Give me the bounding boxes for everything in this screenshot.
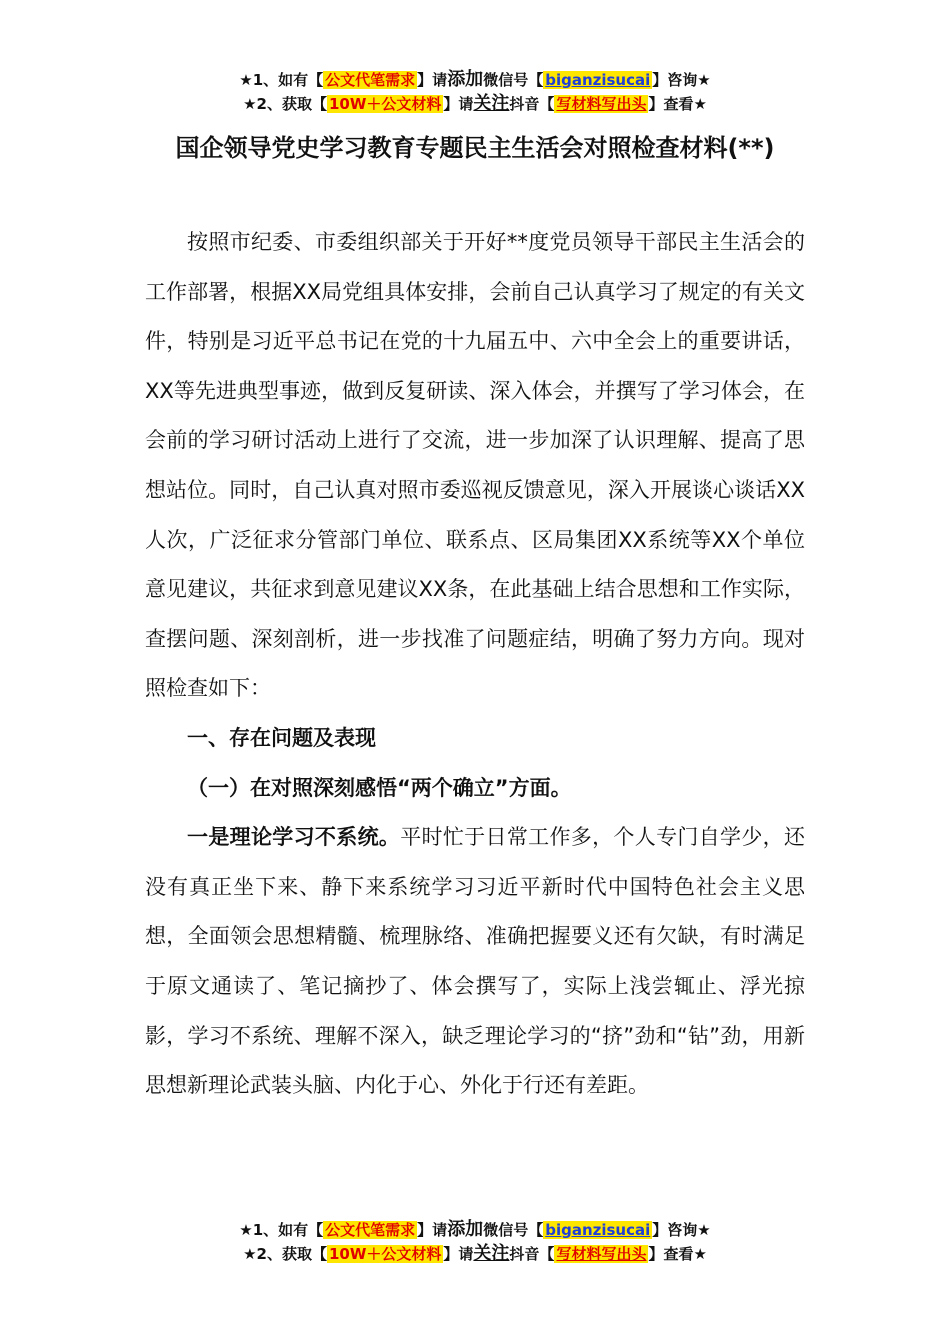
ad-text: 抖音【: [509, 1245, 555, 1263]
intro-paragraph: 按照市纪委、市委组织部关于开好**度党员领导干部民主生活会的工作部署，根据XX局党组具体安排，会前自己认真学习了规定的有关文件，特别是习近平总书记在党的十九届五中、六中全会上的重要讲话，XX等先进典型事迹，做到反复研读、深入体会，并撰写了学习体会，在会前的学习研讨活动上进行了交流，进一步加深了认识理解、提高了思想站位。同时，自己认真对照市委巡视反馈意见，深入开展谈心谈话XX人次，广泛征求分管部门单位、联系点、区局集团XX系统等XX个单位意见建议，共征求到意见建议XX条，在此基础上结合思想和工作实际，查摆问题、深刻剖析，进一步找准了问题症结，明确了努力方向。现对照检查如下：: [145, 230, 805, 701]
point-body: 平时忙于日常工作多，个人专门自学少，还没有真正坐下来、静下来系统学习习近平新时代中国特色社会主义思想，全面领会思想精髓、梳理脉络、准确把握要义还有欠缺，有时满足于原文通读了、笔记摘抄了、体会撰写了，实际上浅尝辄止、浮光掠影，学习不系统、理解不深入，缺乏理论学习的“挤”劲和“钻”劲，用新思想新理论武装头脑、内化于心、外化于行还有差距。: [145, 825, 806, 1098]
ad-text: 】请: [443, 95, 474, 113]
ad-wechat-id: biganzisucai: [545, 71, 651, 89]
point-paragraph: [145, 813, 805, 1111]
ad-text: 】咨询★: [652, 1221, 711, 1239]
section-heading: 一、存在问题及表现: [187, 725, 376, 750]
ad-text: 】查看★: [648, 1245, 707, 1263]
ad-text: ★2、获取【: [243, 1245, 327, 1263]
ad-text: ★1、如有【: [239, 1221, 324, 1239]
ad-wechat-id: biganzisucai: [545, 1221, 651, 1239]
ad-text: 微信号【: [483, 71, 544, 89]
ad-emphasis: 添加: [447, 1219, 484, 1240]
ad-highlight-service: 公文代笔需求: [325, 71, 416, 89]
ad-emphasis: 关注: [473, 93, 510, 114]
ad-text: 】请: [417, 1221, 448, 1239]
ad-highlight-materials: 10W＋公文材料: [328, 95, 442, 113]
ad-douyin-id: 写材料写出头: [556, 1245, 647, 1263]
header-ad-line-1: [0, 68, 950, 92]
footer-ad-banner: [0, 1218, 950, 1266]
document-title: 国企领导党史学习教育专题民主生活会对照检查材料(**): [175, 134, 775, 162]
ad-text: ★2、获取【: [243, 95, 327, 113]
subsection-heading: （一）在对照深刻感悟“两个确立”方面。: [187, 775, 572, 800]
document-body: [145, 218, 805, 1111]
ad-text: 】查看★: [648, 95, 707, 113]
footer-ad-line-1: [0, 1218, 950, 1242]
header-ad-line-2: [0, 92, 950, 116]
ad-text: 】请: [417, 71, 448, 89]
ad-text: ★1、如有【: [239, 71, 324, 89]
ad-text: 微信号【: [483, 1221, 544, 1239]
ad-douyin-id: 写材料写出头: [556, 95, 647, 113]
point-lead: 一是理论学习不系统。: [187, 825, 401, 850]
ad-text: 】咨询★: [652, 71, 711, 89]
header-ad-banner: [0, 68, 950, 116]
footer-ad-line-2: [0, 1242, 950, 1266]
ad-highlight-service: 公文代笔需求: [325, 1221, 416, 1239]
ad-text: 抖音【: [509, 95, 555, 113]
ad-emphasis: 关注: [473, 1243, 510, 1264]
ad-highlight-materials: 10W＋公文材料: [328, 1245, 442, 1263]
ad-text: 】请: [443, 1245, 474, 1263]
ad-emphasis: 添加: [447, 69, 484, 90]
